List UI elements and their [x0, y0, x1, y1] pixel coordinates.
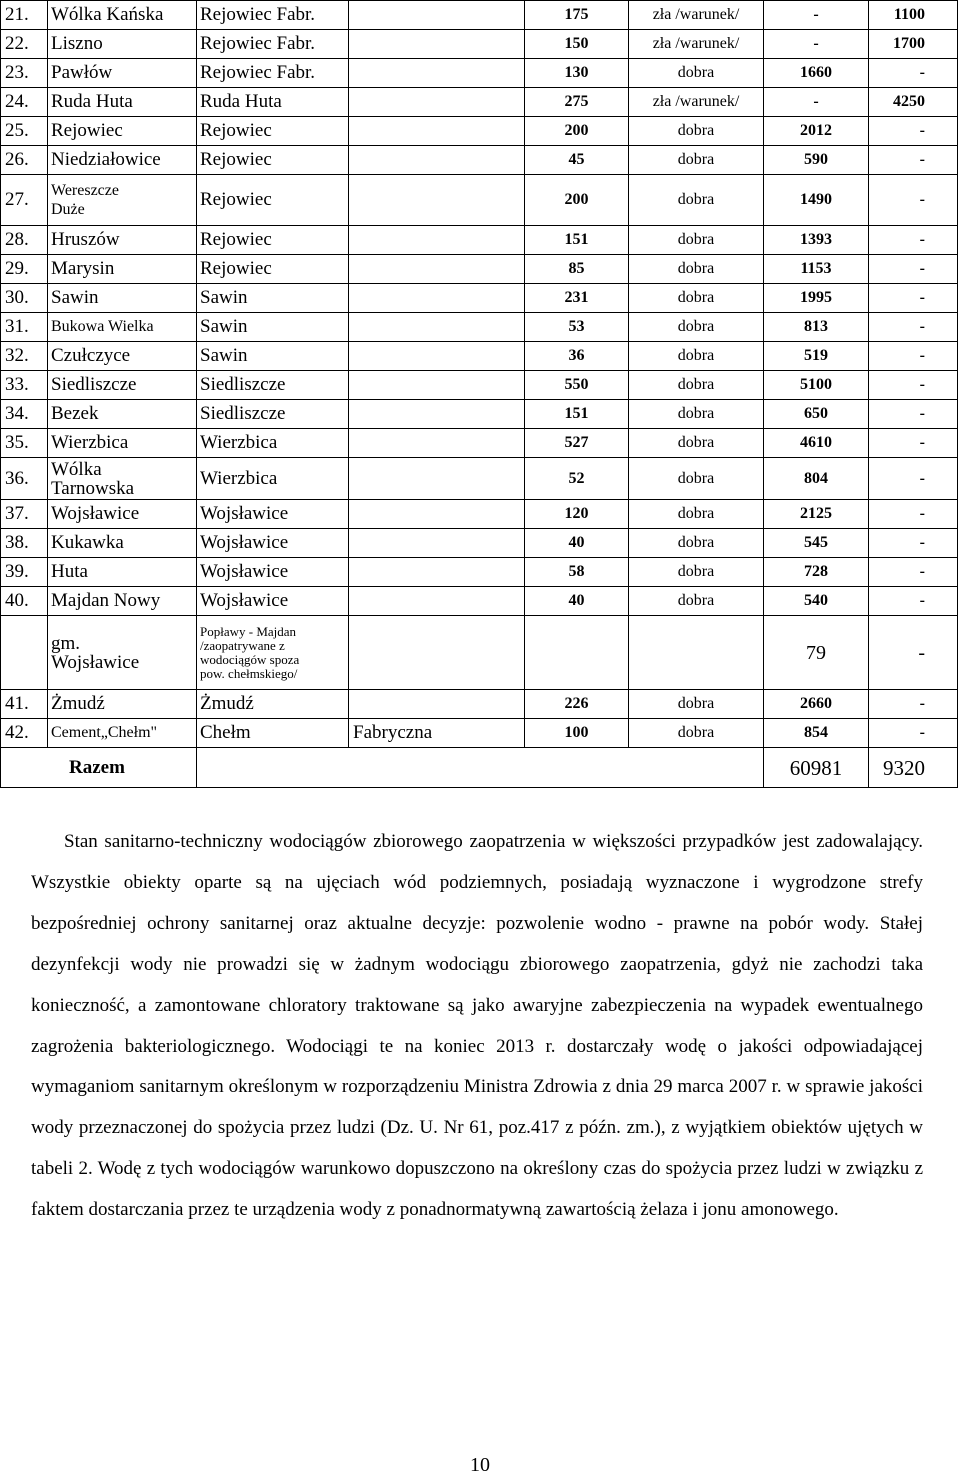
population-cell: 85 [525, 255, 629, 284]
locality-name: Liszno [48, 30, 197, 59]
body-paragraph [31, 822, 923, 1231]
bad-water-users-cell: - [869, 313, 958, 342]
locality-name [48, 175, 197, 226]
row-number: 24. [1, 88, 48, 117]
empty-cell [349, 342, 525, 371]
row-number: 34. [1, 400, 48, 429]
locality-name: Cement„Chełm" [48, 719, 197, 748]
water-quality-cell: dobra [629, 226, 764, 255]
population-cell: 550 [525, 371, 629, 400]
bad-water-users-cell: - [869, 616, 958, 690]
locality-name: Bezek [48, 400, 197, 429]
water-quality-cell: dobra [629, 429, 764, 458]
population-cell: 200 [525, 175, 629, 226]
locality-name: Żmudź [48, 690, 197, 719]
water-quality-cell: dobra [629, 500, 764, 529]
locality-name: Wierzbica [48, 429, 197, 458]
empty-cell [349, 284, 525, 313]
bad-water-users-cell: - [869, 719, 958, 748]
empty-cell [349, 616, 525, 690]
table-row [1, 117, 958, 146]
good-water-users-cell: 1153 [764, 255, 869, 284]
waterworks-name: Rejowiec [197, 255, 349, 284]
row-number: 39. [1, 558, 48, 587]
waterworks-name: Rejowiec Fabr. [197, 1, 349, 30]
empty-cell [349, 690, 525, 719]
row-number: 23. [1, 59, 48, 88]
population-cell: 150 [525, 30, 629, 59]
water-quality-cell: zła /warunek/ [629, 1, 764, 30]
locality-name [48, 458, 197, 500]
locality-name: Siedliszcze [48, 371, 197, 400]
bad-water-users-cell: 1700 [869, 30, 958, 59]
population-cell: 45 [525, 146, 629, 175]
row-number: 37. [1, 500, 48, 529]
locality-name: Huta [48, 558, 197, 587]
population-cell: 40 [525, 587, 629, 616]
good-water-users-cell: 1660 [764, 59, 869, 88]
total-good-water-users: 60981 [764, 748, 869, 788]
table-row [1, 88, 958, 117]
population-cell: 226 [525, 690, 629, 719]
locality-name: Niedziałowice [48, 146, 197, 175]
bad-water-users-cell: - [869, 226, 958, 255]
water-quality-cell: dobra [629, 690, 764, 719]
empty-cell [525, 616, 629, 690]
bad-water-users-cell: - [869, 587, 958, 616]
good-water-users-cell: 5100 [764, 371, 869, 400]
water-quality-cell: dobra [629, 117, 764, 146]
row-number: 35. [1, 429, 48, 458]
table-row [1, 719, 958, 748]
row-number: 21. [1, 1, 48, 30]
population-cell: 52 [525, 458, 629, 500]
row-number: 30. [1, 284, 48, 313]
locality-name: Czułczyce [48, 342, 197, 371]
waterworks-name: Wierzbica [197, 458, 349, 500]
locality-name [48, 616, 197, 690]
population-cell: 58 [525, 558, 629, 587]
empty-cell [349, 458, 525, 500]
empty-cell [349, 1, 525, 30]
waterworks-name: Siedliszcze [197, 400, 349, 429]
bad-water-users-cell: - [869, 371, 958, 400]
table-row [1, 558, 958, 587]
empty-cell [349, 313, 525, 342]
water-quality-cell: dobra [629, 371, 764, 400]
table-row [1, 284, 958, 313]
row-number: 36. [1, 458, 48, 500]
locality-name: Sawin [48, 284, 197, 313]
water-quality-cell: dobra [629, 255, 764, 284]
locality-name-line: Wereszcze [51, 182, 119, 199]
table-row [1, 30, 958, 59]
bad-water-users-cell: - [869, 458, 958, 500]
good-water-users-cell: 590 [764, 146, 869, 175]
population-cell: 100 [525, 719, 629, 748]
row-number: 42. [1, 719, 48, 748]
locality-name: Kukawka [48, 529, 197, 558]
water-quality-cell: dobra [629, 400, 764, 429]
empty-cell [349, 117, 525, 146]
locality-name: Ruda Huta [48, 88, 197, 117]
row-number: 38. [1, 529, 48, 558]
water-quality-cell: dobra [629, 284, 764, 313]
population-cell: 175 [525, 1, 629, 30]
water-quality-cell: dobra [629, 59, 764, 88]
good-water-users-cell: 540 [764, 587, 869, 616]
population-cell: 120 [525, 500, 629, 529]
population-cell: 151 [525, 226, 629, 255]
population-cell: 527 [525, 429, 629, 458]
good-water-users-cell: - [764, 88, 869, 117]
waterworks-name: Żmudź [197, 690, 349, 719]
row-number: 31. [1, 313, 48, 342]
bad-water-users-cell: - [869, 117, 958, 146]
water-quality-cell: dobra [629, 175, 764, 226]
empty-cell [349, 429, 525, 458]
bad-water-users-cell: - [869, 255, 958, 284]
empty-cell [349, 175, 525, 226]
locality-name-line: gm. [51, 632, 81, 654]
water-quality-cell: dobra [629, 458, 764, 500]
row-number: 28. [1, 226, 48, 255]
water-quality-cell: zła /warunek/ [629, 88, 764, 117]
bad-water-users-cell: - [869, 284, 958, 313]
bad-water-users-cell: 1100 [869, 1, 958, 30]
locality-name: Rejowiec [48, 117, 197, 146]
bad-water-users-cell: - [869, 500, 958, 529]
empty-cell [349, 59, 525, 88]
bad-water-users-cell: - [869, 690, 958, 719]
table-row [1, 59, 958, 88]
locality-name: Majdan Nowy [48, 587, 197, 616]
good-water-users-cell: 519 [764, 342, 869, 371]
good-water-users-cell: 728 [764, 558, 869, 587]
population-cell: 151 [525, 400, 629, 429]
table-row [1, 500, 958, 529]
empty-cell [349, 587, 525, 616]
good-water-users-cell: 2125 [764, 500, 869, 529]
good-water-users-cell: 1490 [764, 175, 869, 226]
empty-cell [629, 616, 764, 690]
total-row [1, 748, 958, 788]
table-row [1, 313, 958, 342]
water-quality-cell: dobra [629, 529, 764, 558]
empty-cell [197, 748, 764, 788]
good-water-users-cell: 650 [764, 400, 869, 429]
table-row [1, 255, 958, 284]
waterworks-name: Ruda Huta [197, 88, 349, 117]
empty-cell [349, 371, 525, 400]
page-number: 10 [470, 1454, 490, 1476]
waterworks-name: Rejowiec [197, 117, 349, 146]
waterworks-name: Sawin [197, 313, 349, 342]
table-row [1, 400, 958, 429]
water-quality-cell: dobra [629, 558, 764, 587]
bad-water-users-cell: - [869, 342, 958, 371]
empty-cell [349, 500, 525, 529]
empty-cell [349, 88, 525, 117]
locality-name: Wólka Kańska [48, 1, 197, 30]
water-quality-cell: dobra [629, 146, 764, 175]
row-number: 27. [1, 175, 48, 226]
waterworks-name: Wojsławice [197, 500, 349, 529]
empty-cell [349, 30, 525, 59]
table-row [1, 226, 958, 255]
good-water-users-cell: 804 [764, 458, 869, 500]
waterworks-name: Rejowiec Fabr. [197, 30, 349, 59]
locality-name: Pawłów [48, 59, 197, 88]
table-row [1, 146, 958, 175]
water-quality-cell: zła /warunek/ [629, 30, 764, 59]
waterworks-name: Siedliszcze [197, 371, 349, 400]
row-number: 29. [1, 255, 48, 284]
empty-cell [349, 226, 525, 255]
locality-name: Marysin [48, 255, 197, 284]
row-number: 41. [1, 690, 48, 719]
row-number: 40. [1, 587, 48, 616]
waterworks-name: Wojsławice [197, 529, 349, 558]
bad-water-users-cell: - [869, 175, 958, 226]
bad-water-users-cell: - [869, 558, 958, 587]
table-row [1, 342, 958, 371]
supply-note [197, 616, 349, 690]
table-row [1, 458, 958, 500]
population-cell: 275 [525, 88, 629, 117]
water-quality-cell: dobra [629, 719, 764, 748]
empty-cell [349, 400, 525, 429]
population-cell: 36 [525, 342, 629, 371]
locality-name-line: Tarnowska [51, 477, 135, 499]
table-row [1, 690, 958, 719]
waterworks-name: Wojsławice [197, 558, 349, 587]
good-water-users-cell: 2660 [764, 690, 869, 719]
bad-water-users-cell: - [869, 146, 958, 175]
good-water-users-cell: 545 [764, 529, 869, 558]
empty-cell [349, 146, 525, 175]
table-row [1, 1, 958, 30]
waterworks-name: Chełm [197, 719, 349, 748]
supply-note-line: wodociągów spoza [200, 651, 300, 667]
good-water-users-cell: - [764, 30, 869, 59]
good-water-users-cell: 854 [764, 719, 869, 748]
population-cell: 40 [525, 529, 629, 558]
paragraph-text: Stan sanitarno-techniczny wodociągów zbiorowego zaopatrzenia w większości przypadków jest zadowalający. Wszystkie obiekty oparte są na ujęciach wód podziemnych, posiadają wyznaczone i wygrodzone strefy bezpośredniej ochrony sanitarnej oraz aktualne decyzje: pozwolenie wodno - prawne na pobór wody. Stałej dezynfekcji wody nie prowadzi się w żadnym wodociągu zbiorowego zaopatrzenia, gdyż nie zachodzi taka konieczność, a zamontowane chloratory traktowane są jako awaryjne zabezpieczenia na wypadek ewentualnego zagrożenia bakteriologicznego. Wodociągi te na koniec 2013 r. dostarczały wodę o jakości odpowiadającej wymaganiom sanitarnym określonym w rozporządzeniu Ministra Zdrowia z dnia 29 marca 2007 r. w sprawie jakości wody przeznaczonej do spożycia przez ludzi (Dz. U. Nr 61, poz.417 z późn. zm.), z wyjątkiem obiektów ujętych w tabeli 2. Wodę z tych wodociągów warunkowo dopuszczono na określony czas do spożycia przez ludzi w związku z faktem dostarczania przez te urządzenia wody z ponadnormatywną zawartością żelaza i jonu amonowego. [31, 831, 923, 1221]
waterworks-name: Wojsławice [197, 587, 349, 616]
empty-cell [349, 255, 525, 284]
row-number: 33. [1, 371, 48, 400]
table-row [1, 371, 958, 400]
total-bad-water-users: 9320 [869, 748, 958, 788]
waterworks-name: Sawin [197, 284, 349, 313]
supply-note-line: pow. chełmskiego/ [200, 665, 298, 681]
table-row [1, 529, 958, 558]
row-number: 25. [1, 117, 48, 146]
bad-water-users-cell: - [869, 529, 958, 558]
supply-note-line: /zaopatrywane z [200, 637, 285, 653]
waterworks-name: Rejowiec [197, 146, 349, 175]
waterworks-name: Sawin [197, 342, 349, 371]
bad-water-users-cell: - [869, 59, 958, 88]
population-cell: 231 [525, 284, 629, 313]
locality-name: Wojsławice [48, 500, 197, 529]
water-quality-cell: dobra [629, 587, 764, 616]
good-water-users-cell: 2012 [764, 117, 869, 146]
bad-water-users-cell: - [869, 429, 958, 458]
row-number: 22. [1, 30, 48, 59]
table-row [1, 587, 958, 616]
waterworks-name: Rejowiec Fabr. [197, 59, 349, 88]
locality-name-line: Wojsławice [51, 651, 140, 673]
row-number: 32. [1, 342, 48, 371]
locality-name: Bukowa Wielka [48, 313, 197, 342]
total-label: Razem [1, 748, 197, 788]
locality-name-line: Duże [51, 201, 85, 218]
water-quality-cell: dobra [629, 342, 764, 371]
row-number: 26. [1, 146, 48, 175]
locality-name-line: Wólka [51, 458, 102, 480]
bad-water-users-cell: 4250 [869, 88, 958, 117]
water-quality-cell: dobra [629, 313, 764, 342]
table-row [1, 429, 958, 458]
supply-note-line: Popławy - Majdan [200, 623, 297, 639]
population-cell: 53 [525, 313, 629, 342]
waterworks-part: Fabryczna [349, 719, 525, 748]
population-cell: 130 [525, 59, 629, 88]
good-water-users-cell: 1393 [764, 226, 869, 255]
good-water-users-cell: 4610 [764, 429, 869, 458]
empty-cell [349, 529, 525, 558]
good-water-users-cell: 79 [764, 616, 869, 690]
waterworks-name: Rejowiec [197, 226, 349, 255]
table-body [1, 1, 958, 788]
waterworks-name: Wierzbica [197, 429, 349, 458]
bad-water-users-cell: - [869, 400, 958, 429]
empty-cell [349, 558, 525, 587]
table-row [1, 616, 958, 690]
waterworks-name: Rejowiec [197, 175, 349, 226]
population-cell: 200 [525, 117, 629, 146]
empty-cell [1, 616, 48, 690]
locality-name: Hruszów [48, 226, 197, 255]
table-row [1, 175, 958, 226]
good-water-users-cell: - [764, 1, 869, 30]
good-water-users-cell: 1995 [764, 284, 869, 313]
good-water-users-cell: 813 [764, 313, 869, 342]
